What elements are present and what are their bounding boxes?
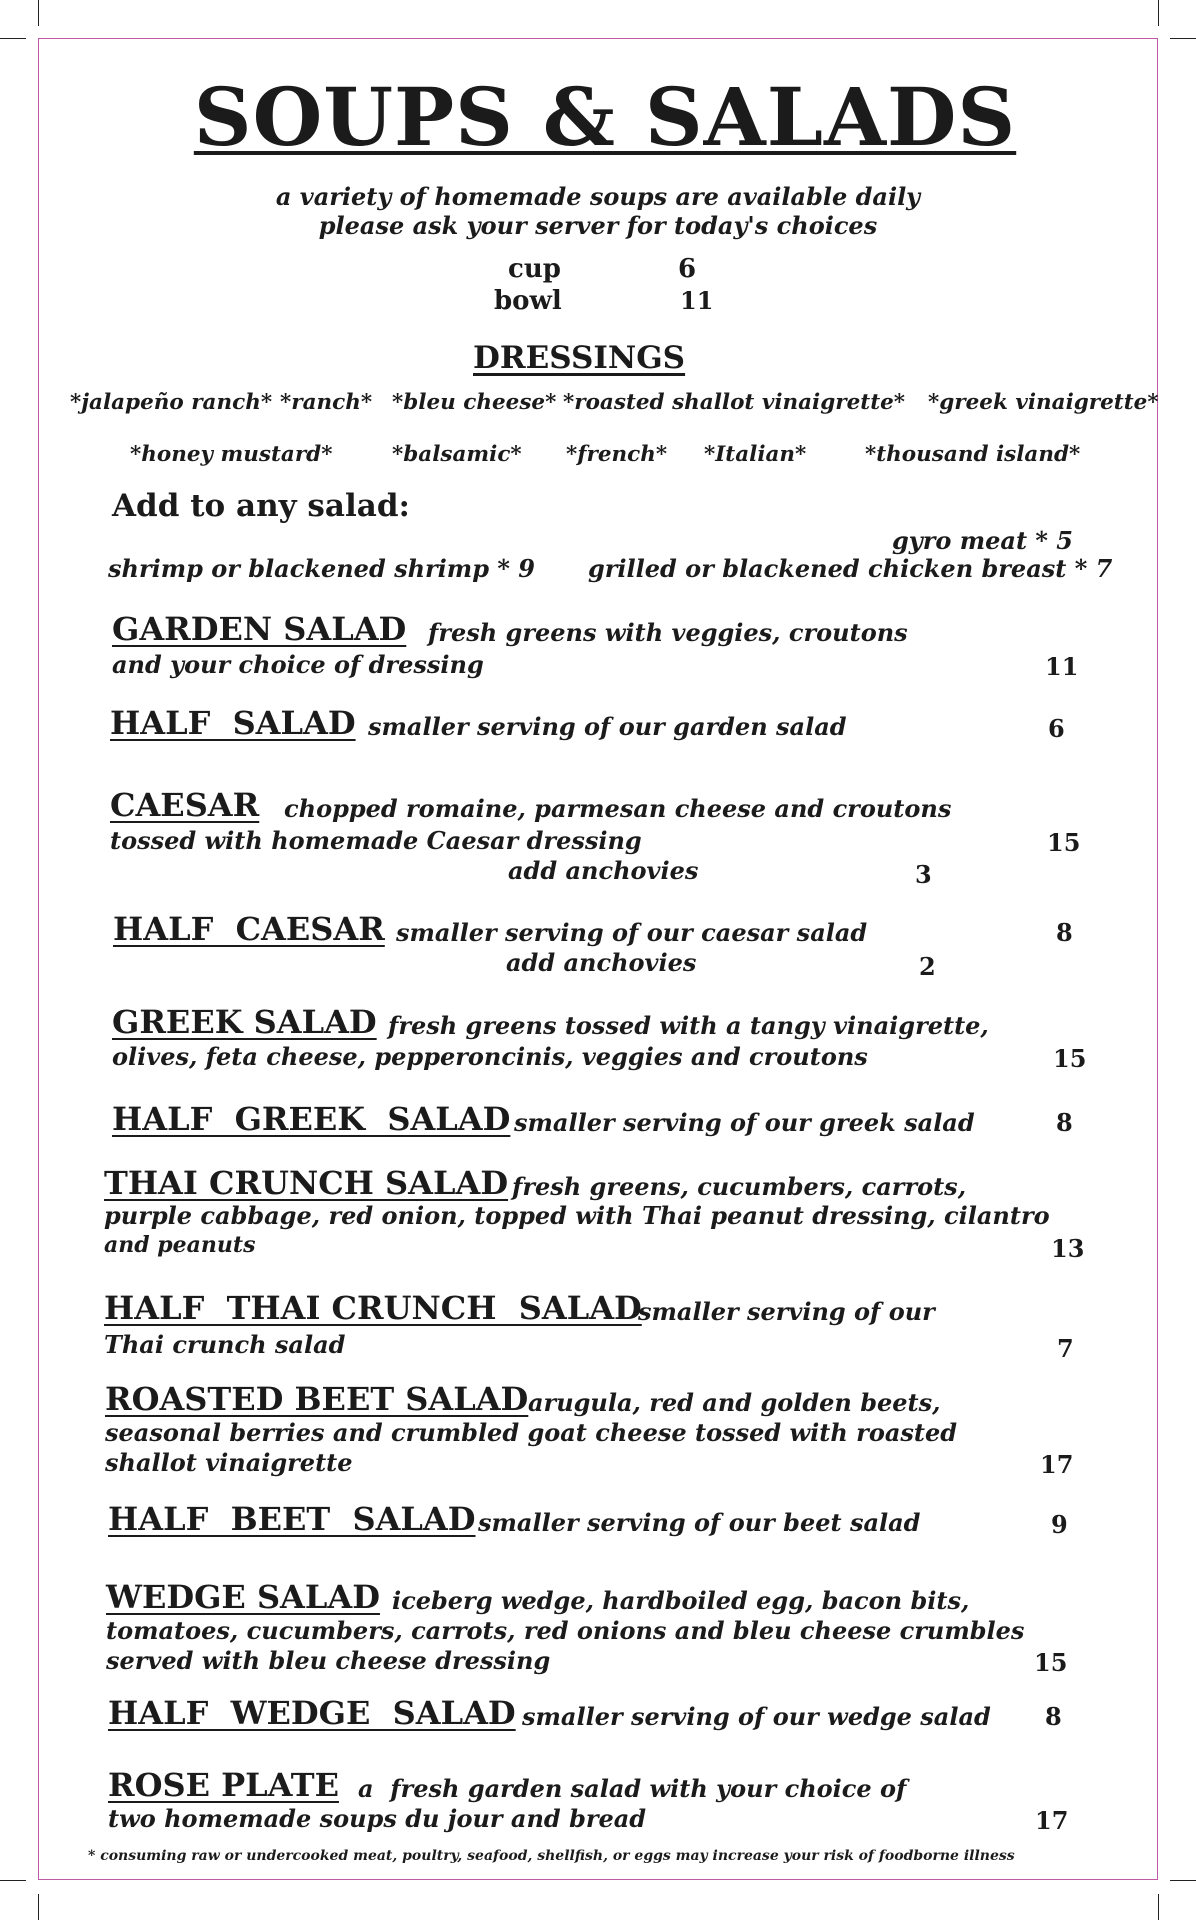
crop-mark (1158, 0, 1159, 26)
crop-mark (1170, 1880, 1196, 1881)
add-on-chicken: grilled or blackened chicken breast * 7 (588, 554, 1113, 583)
item-description: Thai crunch salad (104, 1330, 346, 1359)
item-description: smaller serving of our caesar salad (396, 918, 868, 947)
crop-mark (0, 38, 26, 39)
dressing-option: *thousand island* (865, 442, 1081, 467)
item-description: fresh greens, cucumbers, carrots, (512, 1172, 967, 1201)
food-safety-footnote: * consuming raw or undercooked meat, poultry, seafood, shellfish, or eggs may increase your risk of foodborne illness (88, 1848, 1015, 1864)
item-price: 8 (1045, 1702, 1062, 1731)
item-price: 8 (1056, 1108, 1073, 1137)
item-description: and peanuts (104, 1232, 256, 1258)
item-description: fresh greens with veggies, croutons (428, 618, 908, 647)
add-on-heading: Add to any salad: (112, 488, 410, 524)
item-description: seasonal berries and crumbled goat cheese tossed with roasted (105, 1418, 958, 1447)
item-name: HALF THAI CRUNCH SALAD (104, 1289, 642, 1327)
item-price: 17 (1040, 1450, 1074, 1479)
dressing-option: *roasted shallot vinaigrette* (563, 390, 906, 415)
item-description: served with bleu cheese dressing (106, 1646, 551, 1675)
crop-mark (38, 1894, 39, 1920)
item-description: smaller serving of our garden salad (368, 712, 847, 741)
dressing-option: *balsamic* (392, 442, 522, 467)
dressing-option: *greek vinaigrette* (928, 390, 1159, 415)
item-extra-price: 2 (919, 952, 936, 981)
dressing-option: *bleu cheese* (392, 390, 557, 415)
item-description: shallot vinaigrette (105, 1448, 353, 1477)
bowl-price: 11 (680, 286, 714, 315)
item-name: HALF SALAD (110, 704, 356, 742)
dressing-option: *ranch* (280, 390, 373, 415)
item-name: THAI CRUNCH SALAD (104, 1164, 509, 1202)
item-name: CAESAR (110, 786, 260, 824)
add-on-shrimp: shrimp or blackened shrimp * 9 (108, 554, 535, 583)
add-on-gyro: gyro meat * 5 (892, 526, 1073, 555)
dressings-heading: DRESSINGS (473, 340, 686, 376)
item-name: GREEK SALAD (112, 1003, 377, 1041)
item-description: smaller serving of our wedge salad (522, 1702, 991, 1731)
item-description: smaller serving of our beet salad (478, 1508, 921, 1537)
item-name: HALF WEDGE SALAD (108, 1694, 516, 1732)
crop-mark (1158, 1894, 1159, 1920)
item-description: and your choice of dressing (112, 650, 484, 679)
item-price: 8 (1056, 918, 1073, 947)
item-name: HALF GREEK SALAD (112, 1100, 511, 1138)
crop-mark (0, 1880, 26, 1881)
soups-note-line1: a variety of homemade soups are available daily (275, 182, 921, 211)
dressing-option: *honey mustard* (130, 442, 333, 467)
menu-title: SOUPS & SALADS (193, 70, 1017, 164)
crop-mark (38, 0, 39, 26)
item-price: 17 (1035, 1806, 1069, 1835)
item-name: GARDEN SALAD (112, 610, 407, 648)
item-description: tomatoes, cucumbers, carrots, red onions and bleu cheese crumbles (106, 1616, 1025, 1645)
item-name: WEDGE SALAD (106, 1578, 380, 1616)
item-description: arugula, red and golden beets, (528, 1388, 941, 1417)
item-price: 7 (1057, 1334, 1074, 1363)
item-extra: add anchovies (508, 856, 699, 885)
item-name: HALF CAESAR (113, 910, 385, 948)
item-name: HALF BEET SALAD (108, 1500, 476, 1538)
item-price: 9 (1051, 1510, 1068, 1539)
item-extra: add anchovies (506, 948, 697, 977)
item-price: 6 (1048, 714, 1065, 743)
item-description: smaller serving of our greek salad (514, 1108, 975, 1137)
item-description: iceberg wedge, hardboiled egg, bacon bits, (392, 1586, 970, 1615)
item-name: ROSE PLATE (108, 1766, 339, 1804)
item-description: smaller serving of our (638, 1297, 935, 1326)
soups-note-line2: please ask your server for today's choices (318, 211, 878, 240)
item-name: ROASTED BEET SALAD (105, 1380, 529, 1418)
item-description: purple cabbage, red onion, topped with Thai peanut dressing, cilantro (104, 1201, 1050, 1230)
item-description: fresh greens tossed with a tangy vinaigrette, (388, 1011, 989, 1040)
cup-label: cup (508, 254, 561, 284)
dressing-option: *Italian* (704, 442, 807, 467)
cup-price: 6 (678, 254, 697, 284)
item-description: a fresh garden salad with your choice of (358, 1774, 907, 1803)
item-price: 13 (1051, 1234, 1085, 1263)
item-price: 15 (1047, 828, 1081, 857)
item-description: olives, feta cheese, pepperoncinis, veggies and croutons (112, 1042, 868, 1071)
dressing-option: *french* (566, 442, 668, 467)
item-price: 15 (1053, 1044, 1087, 1073)
item-price: 11 (1045, 652, 1079, 681)
crop-mark (1170, 38, 1196, 39)
item-description: chopped romaine, parmesan cheese and croutons (284, 794, 952, 823)
item-description: tossed with homemade Caesar dressing (110, 826, 642, 855)
item-description: two homemade soups du jour and bread (108, 1804, 647, 1833)
item-extra-price: 3 (915, 860, 932, 889)
item-price: 15 (1034, 1648, 1068, 1677)
dressing-option: *jalapeño ranch* (70, 390, 273, 415)
bowl-label: bowl (494, 286, 562, 316)
